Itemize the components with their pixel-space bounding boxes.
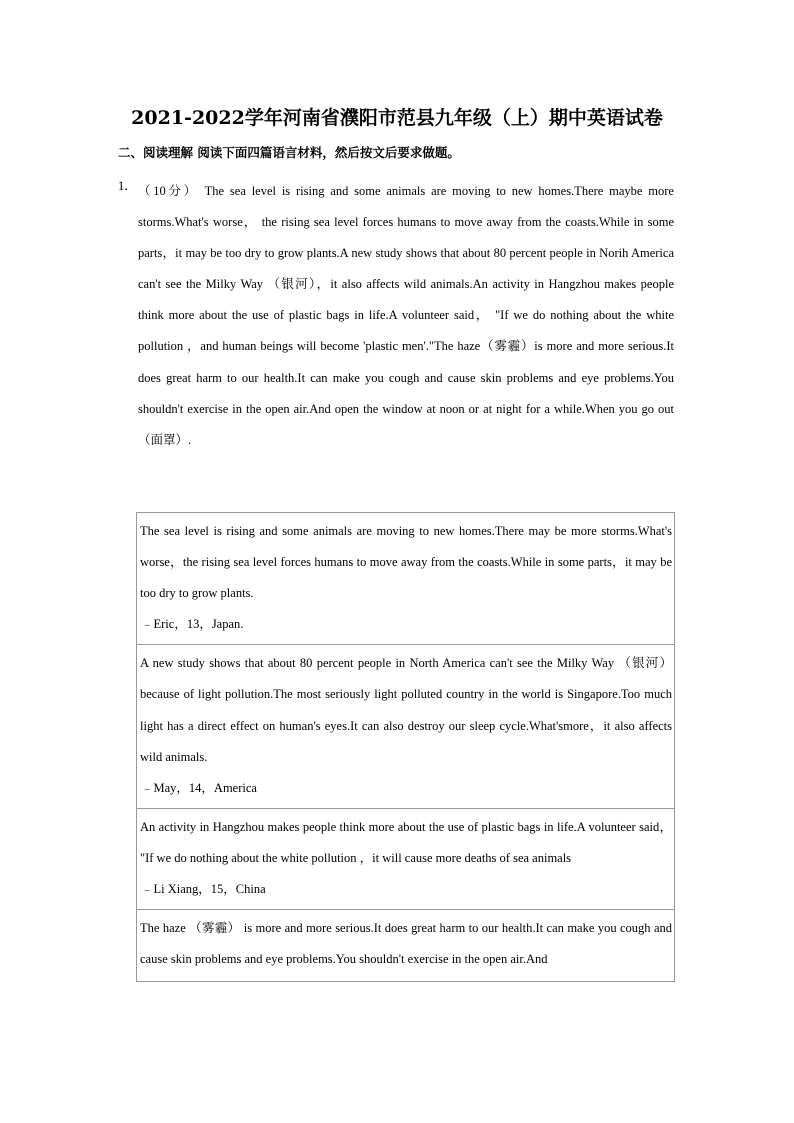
- table-row: [137, 809, 674, 910]
- section-heading: 二、阅读理解 阅读下面四篇语言材料，然后按文后要求做题。: [118, 145, 460, 160]
- passage-text: The sea level is rising and some animals are moving to new homes.There may be more storms.What's worse，the rising sea level forces humans to move away from the coasts.While in some parts，it may be too dry to grow plants.: [140, 524, 672, 601]
- table-row: [137, 513, 674, 645]
- table-row: [137, 645, 674, 808]
- table-row: [137, 910, 674, 982]
- question-number: 1．: [118, 179, 137, 193]
- passage-text: An activity in Hangzhou makes people think more about the use of plastic bags in life.A volunteer said， "If we do nothing about the white pollution ，it will cause more deaths of sea animals: [140, 819, 672, 865]
- passage-text: The haze （雾霾） is more and more serious.It does great harm to our health.It can make you cough and cause skin problems and eye problems.You shouldn't exercise in the open air.And: [140, 921, 672, 967]
- passage-signature: ﹣Li Xiang，15，China: [141, 882, 266, 897]
- passage-signature: ﹣May，14，America: [141, 780, 257, 795]
- document-title: 2021-2022学年河南省濮阳市范县九年级（上）期中英语试卷: [131, 107, 663, 129]
- question-text: （10分） The sea level is rising and some animals are moving to new homes.There maybe more storms.What's worse， the rising sea level forces humans to move away from the coasts.While in some parts，it may be too dry to grow plants.A new study shows that about 80 percent people in Norih America can't see the Milky Way （银河），it also affects wild animals.An activity in Hangzhou makes people think more about the use of plastic bags in life.A volunteer said， "If we do nothing about the white pollution ，and human beings will become 'plastic men'."The haze（雾霾）is more and more serious.It does great harm to our health.It can make you cough and cause skin problems and eye problems.You shouldn't exercise in the open air.And open the window at noon or at night for a while.When you go out （面罩）.: [138, 184, 674, 447]
- passage-text: A new study shows that about 80 percent people in North America can't see the Milky Way （银河） because of light pollution.The most seriously light polluted country in the world is Singapore.Too much light has a direct effect on human's eyes.It can also destroy our sleep cycle.What'smore，it also affects wild animals.: [140, 656, 672, 764]
- passage-signature: ﹣Eric，13，Japan.: [141, 617, 244, 632]
- passage-table: [136, 512, 675, 982]
